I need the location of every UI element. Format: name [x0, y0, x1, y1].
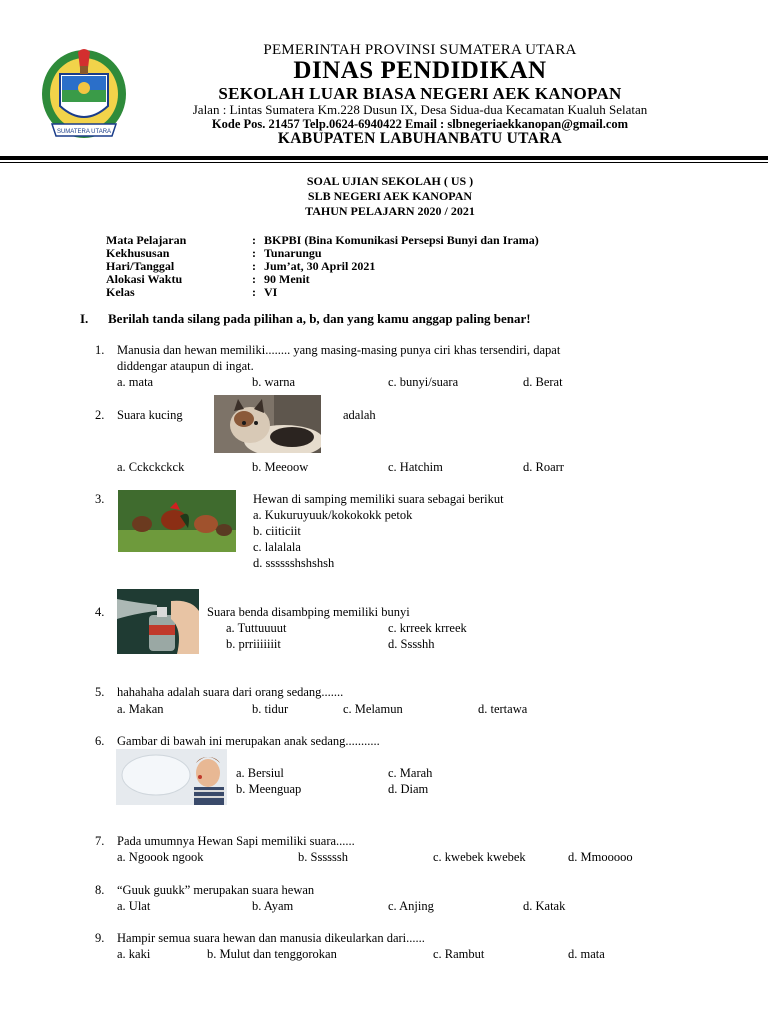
- option-a[interactable]: a. Cckckckck: [117, 460, 185, 474]
- info-sep: :: [252, 272, 256, 286]
- exam-title: SOAL UJIAN SEKOLAH ( US ): [306, 174, 474, 188]
- option-c[interactable]: c. kwebek kwebek: [433, 850, 526, 864]
- question-number: 9.: [95, 931, 105, 945]
- info-label: Kelas: [106, 285, 135, 299]
- option-b[interactable]: b. Ayam: [252, 899, 294, 913]
- option-b[interactable]: b. ciiticiit: [253, 524, 301, 538]
- option-a[interactable]: a. mata: [117, 375, 154, 389]
- info-label: Hari/Tanggal: [106, 259, 175, 273]
- question-number: 7.: [95, 834, 105, 848]
- info-label: Kekhususan: [106, 246, 170, 260]
- spray-can-image: [117, 589, 199, 654]
- option-c[interactable]: c. bunyi/suara: [388, 375, 459, 389]
- info-label: Alokasi Waktu: [106, 272, 183, 286]
- section-numeral: I.: [80, 311, 89, 326]
- option-c[interactable]: c. Anjing: [388, 899, 434, 913]
- option-d[interactable]: d. mata: [568, 947, 605, 961]
- question-text: Manusia dan hewan memiliki........ yang masing-masing punya ciri khas tersendiri, dapat: [117, 343, 561, 357]
- option-a[interactable]: a. Ngoook ngook: [117, 850, 204, 864]
- chicken-image: [118, 490, 236, 552]
- question-text: Suara benda disambping memiliki bunyi: [207, 605, 410, 619]
- question-number: 3.: [95, 492, 105, 506]
- question-text: Hewan di samping memiliki suara sebagai berikut: [253, 492, 504, 506]
- question-text: hahahaha adalah suara dari orang sedang.......: [117, 685, 344, 699]
- letterhead-regency: KABUPATEN LABUHANBATU UTARA: [277, 130, 563, 147]
- option-a[interactable]: a. Bersiul: [236, 766, 284, 780]
- question-number: 2.: [95, 408, 105, 422]
- info-value: 90 Menit: [264, 272, 310, 286]
- logo-ribbon-text: SUMATERA UTARA: [56, 129, 112, 135]
- info-value: Tunarungu: [264, 246, 322, 260]
- option-b[interactable]: b. tidur: [252, 702, 289, 716]
- info-sep: :: [252, 259, 256, 273]
- header-rule-thick: [0, 156, 768, 160]
- option-c[interactable]: c. Melamun: [343, 702, 403, 716]
- info-sep: :: [252, 233, 256, 247]
- option-d[interactable]: d. tertawa: [478, 702, 528, 716]
- option-b[interactable]: b. prriiiiiiit: [226, 637, 281, 651]
- question-number: 4.: [95, 605, 105, 619]
- info-sep: :: [252, 285, 256, 299]
- question-number: 1.: [95, 343, 105, 357]
- option-c[interactable]: c. Marah: [388, 766, 433, 780]
- option-a[interactable]: a. Kukuruyuuk/kokokokk petok: [253, 508, 413, 522]
- option-c[interactable]: c. krreek krreek: [388, 621, 467, 635]
- option-b[interactable]: b. Meenguap: [236, 782, 302, 796]
- option-b[interactable]: b. Mulut dan tenggorokan: [207, 947, 337, 961]
- question-text: Gambar di bawah ini merupakan anak sedang...........: [117, 734, 380, 748]
- cat-image: [214, 395, 321, 453]
- option-d[interactable]: d. Katak: [523, 899, 566, 913]
- question-text: “Guuk guukk” merupakan suara hewan: [117, 883, 315, 897]
- option-c[interactable]: c. Rambut: [433, 947, 485, 961]
- letterhead-address: Jalan : Lintas Sumatera Km.228 Dusun IX, Desa Sidua-dua Kecamatan Kualuh Selatan: [192, 102, 648, 117]
- option-d[interactable]: d. Sssshh: [388, 637, 435, 651]
- header-rule-thin: [0, 162, 768, 163]
- option-c[interactable]: c. Hatchim: [388, 460, 443, 474]
- option-d[interactable]: d. Roarr: [523, 460, 564, 474]
- info-value: Jum’at, 30 April 2021: [264, 259, 376, 273]
- info-value: BKPBI (Bina Komunikasi Persepsi Bunyi dan Irama): [264, 233, 539, 247]
- option-c[interactable]: c. lalalala: [253, 540, 301, 554]
- info-sep: :: [252, 246, 256, 260]
- letterhead-contact: Kode Pos. 21457 Telp.0624-6940422 Email : slbnegeriaekkanopan@gmail.com: [211, 117, 629, 131]
- option-b[interactable]: b. Meeoow: [252, 460, 309, 474]
- question-text: Hampir semua suara hewan dan manusia dikeularkan dari......: [117, 931, 425, 945]
- option-a[interactable]: a. Ulat: [117, 899, 151, 913]
- question-text-cont: adalah: [343, 408, 376, 422]
- option-d[interactable]: d. sssssshshshsh: [253, 556, 335, 570]
- letterhead-agency: DINAS PENDIDIKAN: [293, 57, 547, 84]
- letterhead-province: PEMERINTAH PROVINSI SUMATERA UTARA: [263, 42, 577, 58]
- question-number: 5.: [95, 685, 105, 699]
- letterhead-school: SEKOLAH LUAR BIASA NEGERI AEK KANOPAN: [218, 84, 622, 103]
- question-text-cont: diddengar ataupun di ingat.: [117, 359, 254, 373]
- option-b[interactable]: b. warna: [252, 375, 296, 389]
- government-logo: [38, 44, 130, 144]
- question-number: 6.: [95, 734, 105, 748]
- question-text: Pada umumnya Hewan Sapi memiliki suara......: [117, 834, 355, 848]
- option-b[interactable]: b. Ssssssh: [298, 850, 349, 864]
- info-label: Mata Pelajaran: [106, 233, 187, 247]
- option-d[interactable]: d. Mmooooo: [568, 850, 633, 864]
- exam-year: TAHUN PELAJARN 2020 / 2021: [305, 204, 475, 218]
- info-value: VI: [264, 285, 278, 299]
- question-number: 8.: [95, 883, 105, 897]
- section-instruction: Berilah tanda silang pada pilihan a, b, dan yang kamu anggap paling benar!: [108, 311, 531, 326]
- question-text: Suara kucing: [117, 408, 183, 422]
- option-a[interactable]: a. Makan: [117, 702, 164, 716]
- option-a[interactable]: a. Tuttuuuut: [226, 621, 287, 635]
- option-a[interactable]: a. kaki: [117, 947, 151, 961]
- child-blowing-image: [116, 749, 227, 805]
- option-d[interactable]: d. Diam: [388, 782, 429, 796]
- option-d[interactable]: d. Berat: [523, 375, 563, 389]
- exam-school: SLB NEGERI AEK KANOPAN: [307, 189, 473, 203]
